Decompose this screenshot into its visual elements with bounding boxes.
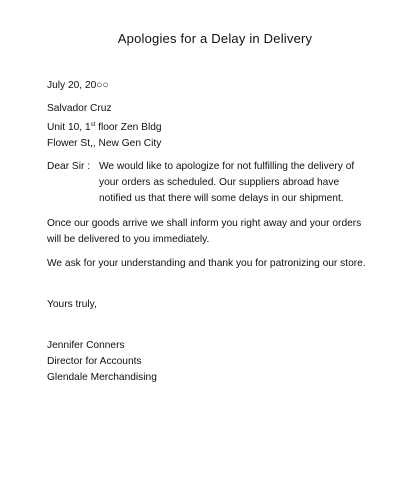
recipient-address-line1 — [47, 117, 162, 136]
paragraph-1 — [99, 159, 354, 207]
paragraph-2-line-2: will be delivered to you immediately. — [47, 234, 210, 245]
closing: Yours truly, — [47, 299, 97, 310]
paragraph-3: We ask for your understanding and thank you for patronizing our store. — [47, 258, 366, 269]
recipient-address — [47, 101, 162, 152]
signer-company: Glendale Merchandising — [47, 372, 157, 383]
paragraph-1-line-2: your orders as scheduled. Our suppliers abroad have — [99, 177, 340, 188]
letter-date: July 20, 20○○ — [47, 80, 109, 91]
paragraph-2-line-1: Once our goods arrive we shall inform you right away and your orders — [47, 218, 362, 229]
paragraph-1-line-3: notified us that there will some delays in our shipment. — [99, 193, 344, 204]
recipient-name: Salvador Cruz — [47, 103, 112, 114]
signer-title: Director for Accounts — [47, 356, 142, 367]
paragraph-1-line-1: We would like to apologize for not fulfilling the delivery of — [99, 161, 355, 172]
signature-block — [47, 338, 157, 386]
address-line1-suffix: floor Zen Bldg — [95, 122, 162, 133]
address-line1-sup: st — [90, 122, 96, 128]
paragraph-2 — [47, 216, 361, 248]
signer-name: Jennifer Conners — [47, 340, 125, 351]
salutation: Dear Sir : — [47, 161, 91, 172]
address-line1-prefix: Unit 10, 1 — [47, 122, 91, 133]
recipient-address-line2: Flower St,, New Gen City — [47, 138, 162, 149]
letter-title: Apologies for a Delay in Delivery — [117, 31, 313, 46]
